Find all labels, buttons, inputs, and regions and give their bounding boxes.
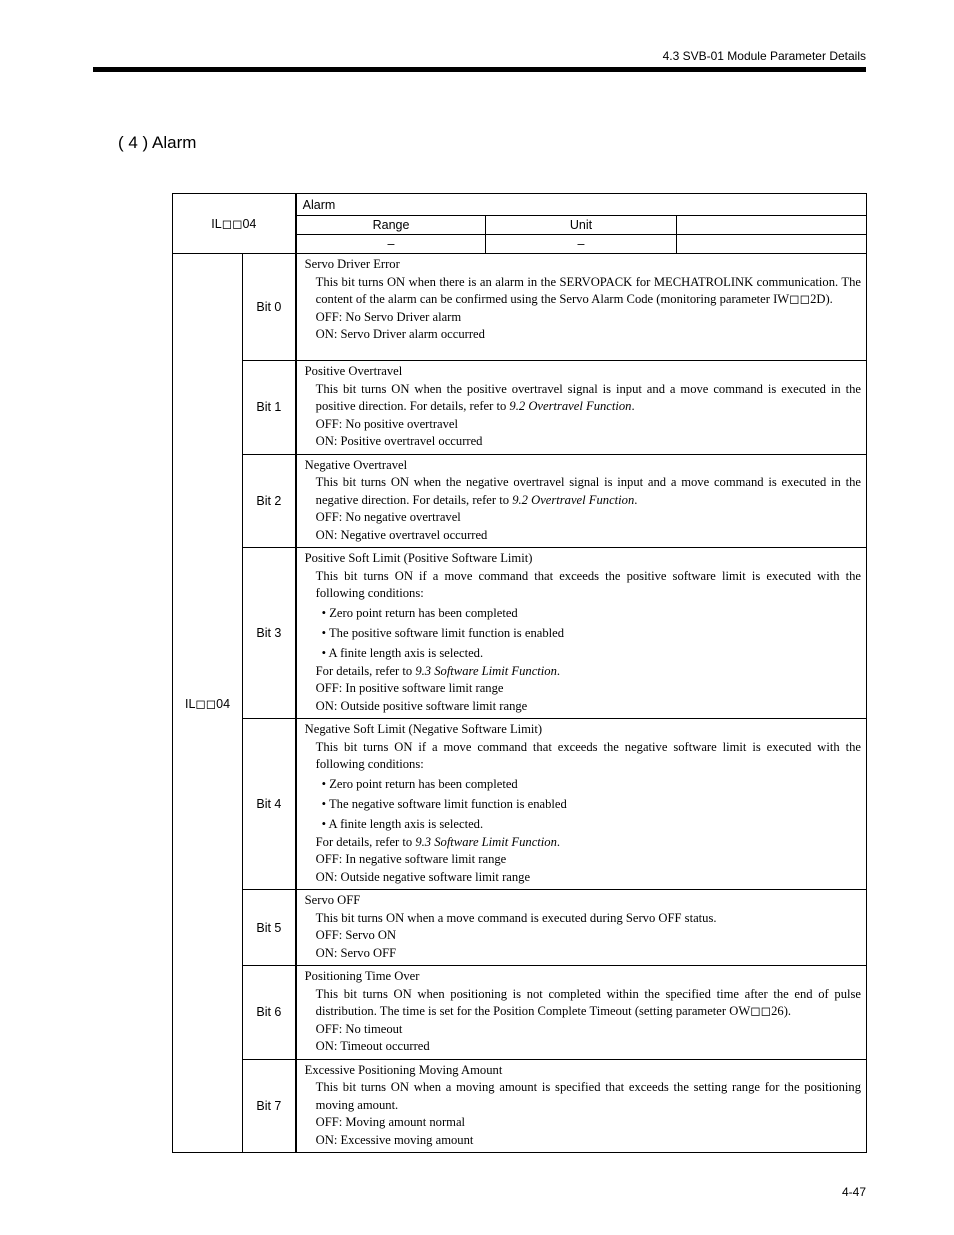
on-state: ON: Negative overtravel occurred [315, 527, 488, 542]
table-row [173, 454, 867, 548]
condition-item: • Zero point return has been completed [321, 605, 518, 620]
bit-description [296, 1059, 867, 1153]
condition-item: • The positive software limit function is enabled [321, 625, 565, 640]
on-state: ON: Servo OFF [315, 945, 397, 960]
on-state: ON: Timeout occurred [315, 1039, 430, 1053]
table-row [173, 548, 867, 719]
bit-title: Servo OFF [304, 893, 361, 907]
off-state: OFF: Servo ON [315, 928, 397, 942]
section-reference: 9.2 Overtravel Function [512, 492, 635, 507]
bit-text: This bit turns ON when there is an alarm in the SERVOPACK for MECHATROLINK communication. The content of the alarm can be confirmed using the Servo Alarm Code (monitoring parameter IW◻◻2D). [315, 274, 861, 306]
bit-description [296, 254, 867, 361]
on-state: ON: Outside negative software limit range [315, 869, 531, 884]
condition-item: • Zero point return has been completed [321, 776, 518, 791]
running-header: 4.3 SVB-01 Module Parameter Details [662, 49, 866, 63]
bit-title: Negative Soft Limit (Negative Software Limit) [304, 722, 543, 736]
off-state: OFF: In negative software limit range [315, 852, 507, 866]
bit-description [296, 548, 867, 719]
range-header: Range [296, 216, 486, 235]
off-state: OFF: Moving amount normal [315, 1115, 466, 1129]
bit-label: Bit 2 [243, 454, 296, 548]
bit-text: This bit turns ON if a move command that exceeds the negative software limit is executed with the following conditions: [315, 739, 861, 771]
on-state: ON: Outside positive software limit range [315, 698, 528, 713]
register-header-cell: IL◻◻04 [173, 194, 296, 254]
page-number: 4-47 [841, 1185, 866, 1199]
reference-line: For details, refer to 9.3 Software Limit Function. [315, 834, 561, 849]
unit-header: Unit [486, 216, 676, 235]
parameter-name-cell: Alarm [296, 194, 867, 216]
bit-title: Positive Soft Limit (Positive Software Limit) [304, 551, 533, 565]
table-row [173, 254, 867, 361]
bit-text: This bit turns ON when a moving amount is specified that exceeds the setting range for the positioning moving amount. [315, 1080, 861, 1112]
table-row [173, 1059, 867, 1153]
table-row [173, 719, 867, 890]
bit-title: Excessive Positioning Moving Amount [304, 1062, 503, 1077]
section-reference: 9.2 Overtravel Function [509, 399, 632, 413]
bit-label: Bit 5 [243, 890, 296, 966]
bit-text: This bit turns ON when the positive overtravel signal is input and a move command is executed in the positive direction. For details, refer to 9.2 Overtravel Function. [315, 381, 861, 413]
reference-line: For details, refer to 9.3 Software Limit Function. [315, 663, 561, 678]
bit-label: Bit 3 [243, 548, 296, 719]
off-state: OFF: No negative overtravel [315, 510, 461, 524]
section-title: ( 4 ) Alarm [118, 133, 197, 152]
section-reference: 9.3 Software Limit Function [415, 663, 557, 678]
bit-label: Bit 0 [243, 254, 296, 361]
bit-text: This bit turns ON when positioning is not completed within the specified time after the end of pulse distribution. The time is set for the Position Complete Timeout (setting parameter OW◻◻26). [315, 986, 861, 1018]
bit-description [296, 454, 867, 548]
bit-label: Bit 4 [243, 719, 296, 890]
off-state: OFF: No timeout [315, 1021, 403, 1036]
register-cell: IL◻◻04 [173, 254, 243, 1153]
condition-item: • A finite length axis is selected. [321, 645, 484, 660]
bit-title: Positioning Time Over [304, 969, 420, 983]
bit-title: Servo Driver Error [304, 257, 400, 271]
on-state: ON: Servo Driver alarm occurred [315, 327, 485, 341]
condition-item: • The negative software limit function is enabled [321, 796, 567, 811]
bit-text: This bit turns ON if a move command that exceeds the positive software limit is executed with the following conditions: [315, 568, 861, 600]
off-state: OFF: No Servo Driver alarm [315, 309, 462, 324]
table-row [173, 966, 867, 1060]
table-header-row [173, 194, 867, 216]
bit-description [296, 890, 867, 966]
bit-label: Bit 1 [243, 361, 296, 455]
off-state: OFF: In positive software limit range [315, 681, 504, 695]
condition-item: • A finite length axis is selected. [321, 816, 484, 831]
bit-description [296, 966, 867, 1060]
bit-description [296, 719, 867, 890]
off-state: OFF: No positive overtravel [315, 416, 459, 431]
bit-title: Positive Overtravel [304, 364, 403, 378]
header-rule [93, 67, 866, 72]
bit-description [296, 361, 867, 455]
empty-header [676, 216, 866, 235]
bit-title: Negative Overtravel [304, 457, 408, 472]
unit-value: – [486, 235, 676, 254]
section-reference: 9.3 Software Limit Function [415, 834, 557, 849]
bit-label: Bit 6 [243, 966, 296, 1060]
table-row [173, 890, 867, 966]
bit-text: This bit turns ON when the negative overtravel signal is input and a move command is executed in the negative direction. For details, refer to 9.2 Overtravel Function. [315, 475, 861, 507]
on-state: ON: Excessive moving amount [315, 1132, 474, 1147]
on-state: ON: Positive overtravel occurred [315, 434, 483, 448]
bit-text: This bit turns ON when a move command is executed during Servo OFF status. [315, 910, 717, 925]
alarm-parameter-table [172, 193, 867, 1153]
bit-label: Bit 7 [243, 1059, 296, 1153]
empty-value [676, 235, 866, 254]
table-row [173, 361, 867, 455]
range-value: – [296, 235, 486, 254]
